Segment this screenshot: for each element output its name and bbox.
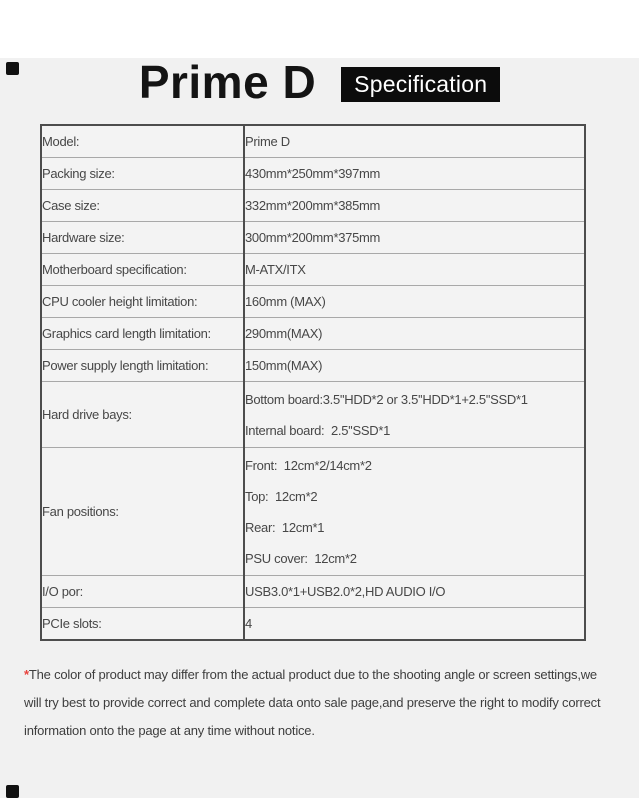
table-row	[41, 318, 585, 350]
footnote-asterisk: *	[24, 667, 29, 682]
spec-value	[244, 382, 585, 448]
spec-label: Graphics card length limitation:	[41, 318, 244, 350]
disclaimer-footnote	[24, 661, 617, 745]
spec-label: Motherboard specification:	[41, 254, 244, 286]
spec-value-line: Bottom board:3.5''HDD*2 or 3.5''HDD*1+2.5''SSD*1	[245, 391, 528, 407]
spec-value-line: USB3.0*1+USB2.0*2,HD AUDIO I/O	[245, 584, 446, 599]
table-row	[41, 382, 585, 448]
top-left-square-marker-icon	[6, 62, 19, 75]
page-title: Prime D	[138, 56, 317, 108]
table-row	[41, 190, 585, 222]
spec-value-line: 290mm(MAX)	[245, 326, 323, 341]
table-row	[41, 608, 585, 641]
spec-label: Fan positions:	[41, 448, 244, 576]
spec-value-line: Rear: 12cm*1	[245, 519, 325, 535]
spec-label: Packing size:	[41, 158, 244, 190]
spec-value	[244, 448, 585, 576]
table-row	[41, 448, 585, 576]
page	[0, 58, 639, 806]
spec-value-line: Front: 12cm*2/14cm*2	[245, 457, 372, 473]
spec-value-line: Prime D	[245, 134, 290, 149]
spec-value	[244, 318, 585, 350]
spec-value	[244, 190, 585, 222]
spec-value	[244, 158, 585, 190]
spec-label: PCIe slots:	[41, 608, 244, 641]
header	[0, 58, 639, 106]
spec-label: Model:	[41, 125, 244, 158]
spec-value-line: 430mm*250mm*397mm	[245, 166, 381, 181]
spec-value-line: 4	[245, 616, 252, 631]
spec-label: CPU cooler height limitation:	[41, 286, 244, 318]
spec-value	[244, 222, 585, 254]
spec-value	[244, 350, 585, 382]
spec-value-line: 160mm (MAX)	[245, 294, 326, 309]
spec-value-line: 150mm(MAX)	[245, 358, 323, 373]
spec-value-line: PSU cover: 12cm*2	[245, 550, 357, 566]
specification-badge: Specification	[341, 67, 500, 102]
spec-label: Case size:	[41, 190, 244, 222]
spec-value-line: 332mm*200mm*385mm	[245, 198, 381, 213]
table-row	[41, 576, 585, 608]
spec-value-line: M-ATX/ITX	[245, 262, 306, 277]
spec-label: Power supply length limitation:	[41, 350, 244, 382]
table-row	[41, 158, 585, 190]
table-row	[41, 286, 585, 318]
bottom-edge-strip	[0, 798, 639, 806]
bottom-left-square-marker-icon	[6, 785, 19, 798]
table-row	[41, 350, 585, 382]
spec-value	[244, 125, 585, 158]
spec-table	[40, 124, 586, 641]
spec-value	[244, 286, 585, 318]
spec-label: Hard drive bays:	[41, 382, 244, 448]
table-row	[41, 125, 585, 158]
table-row	[41, 254, 585, 286]
spec-value-line: Internal board: 2.5''SSD*1	[245, 422, 391, 438]
spec-value-line: Top: 12cm*2	[245, 488, 318, 504]
spec-label: Hardware size:	[41, 222, 244, 254]
spec-value-line: 300mm*200mm*375mm	[245, 230, 381, 245]
spec-value	[244, 254, 585, 286]
spec-value	[244, 576, 585, 608]
footnote-text: The color of product may differ from the actual product due to the shooting angle or screen settings,we will try best to provide correct and complete data onto sale page,and preserve the right to modify correct information onto the page at any time without notice.	[24, 667, 601, 738]
spec-value	[244, 608, 585, 641]
table-row	[41, 222, 585, 254]
spec-table-body	[41, 125, 585, 640]
spec-label: I/O por:	[41, 576, 244, 608]
